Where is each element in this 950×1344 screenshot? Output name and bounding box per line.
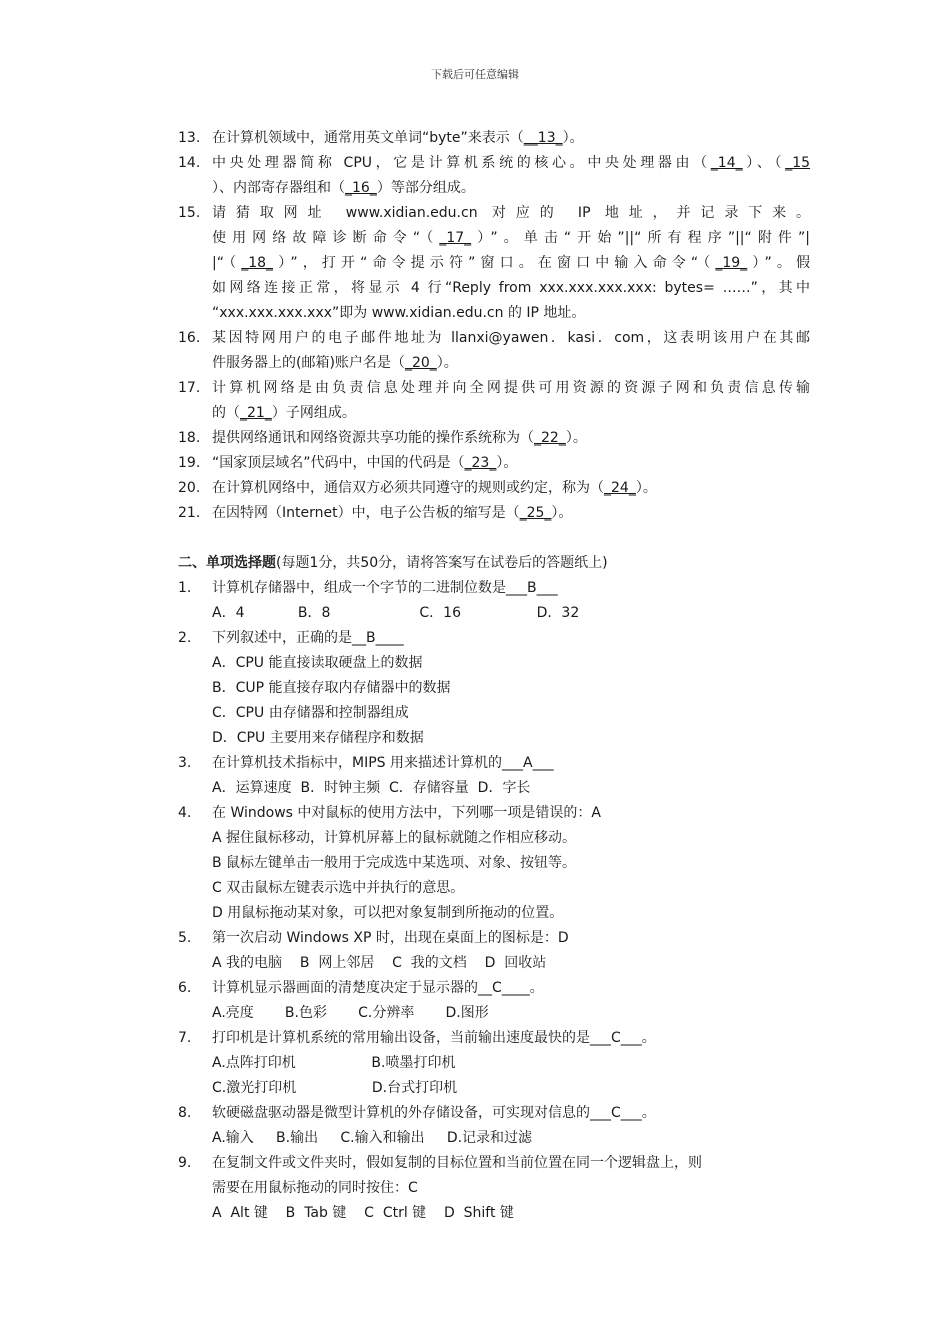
answer-blank: _25_ xyxy=(519,505,552,521)
question-line xyxy=(212,401,810,426)
question-text: 软硬磁盘驱动器是微型计算机的外存储设备，可实现对信息的___C___。 xyxy=(212,1105,656,1121)
question-number: 5. xyxy=(178,930,192,946)
question-text: ）。 xyxy=(496,455,518,471)
answer-blank: _18_ xyxy=(241,255,274,271)
question-text: 提供网络通讯和网络资源共享功能的操作系统称为（ xyxy=(212,430,534,446)
question-number: 15. xyxy=(178,205,201,221)
question-text: 在因特网（Internet）中，电子公告板的缩写是（ xyxy=(212,505,520,521)
question-number: 3. xyxy=(178,755,192,771)
answer-blank: _17_ xyxy=(439,230,472,246)
question-text: “国家顶层域名”代码中，中国的代码是（ xyxy=(212,455,465,471)
question-text: 计算机显示器画面的清楚度决定于显示器的__C____。 xyxy=(212,980,544,996)
option-line: A 我的电脑 B 网上邻居 C 我的文档 D 回收站 xyxy=(212,955,547,971)
option-line: A.亮度 B.色彩 C.分辨率 D.图形 xyxy=(212,1005,489,1021)
question-number: 20. xyxy=(178,480,201,496)
question-text: ）、（ xyxy=(742,155,786,171)
choice-item xyxy=(178,1026,810,1101)
question-number: 6. xyxy=(178,980,192,996)
answer-blank: _16_ xyxy=(345,180,377,196)
question-text: ）。 xyxy=(565,430,587,446)
answer-blank: _24_ xyxy=(604,480,636,496)
question-text: 件服务器上的(邮箱)账户名是（ xyxy=(212,355,405,371)
answer-blank: _22_ xyxy=(534,430,566,446)
question-number: 21. xyxy=(178,505,201,521)
option-line: C 双击鼠标左键表示选中并执行的意思。 xyxy=(212,880,465,896)
question-text: ）。 xyxy=(562,130,584,146)
question-number: 16. xyxy=(178,330,201,346)
question-text: 某因特网用户的电子邮件地址为 llanxi@yawen．kasi．com，这表明该用户在其邮 xyxy=(212,330,810,346)
option-line: A．CPU 能直接读取硬盘上的数据 xyxy=(212,655,423,671)
question-item xyxy=(178,151,810,201)
question-text: ）。 xyxy=(635,480,657,496)
choice-item xyxy=(178,626,810,751)
question-text: ）”。单击“开始”||“所有程序”||“附件”| xyxy=(471,230,810,246)
question-text: 下列叙述中，正确的是__B____ xyxy=(212,630,404,646)
question-line xyxy=(212,251,810,276)
question-text: ）。 xyxy=(551,505,573,521)
choice-item xyxy=(178,1101,810,1151)
question-number: 7. xyxy=(178,1030,192,1046)
question-number: 14. xyxy=(178,155,201,171)
question-item xyxy=(178,326,810,376)
option-line: A Alt 键 B Tab 键 C Ctrl 键 D Shift 键 xyxy=(212,1205,514,1221)
choice-item xyxy=(178,801,810,926)
question-line xyxy=(212,201,810,226)
answer-blank: _20_ xyxy=(404,355,437,371)
option-line: A.点阵打印机 B.喷墨打印机 xyxy=(212,1055,456,1071)
question-number: 18. xyxy=(178,430,201,446)
option-line: C.激光打印机 D.台式打印机 xyxy=(212,1080,458,1096)
choice-item xyxy=(178,926,810,976)
option-line: A．运算速度 B．时钟主频 C．存储容量 D．字长 xyxy=(212,780,531,796)
question-text: 计算机存储器中，组成一个字节的二进制位数是___B___ xyxy=(212,580,558,596)
fill-in-section xyxy=(178,126,810,526)
option-line: A．4 B．8 C．16 D．32 xyxy=(212,605,580,621)
choice-item xyxy=(178,576,810,626)
question-text: 在计算机技术指标中，MIPS 用来描述计算机的___A___ xyxy=(212,755,554,771)
option-line: A 握住鼠标移动，计算机屏幕上的鼠标就随之作相应移动。 xyxy=(212,830,577,846)
question-line xyxy=(212,151,810,176)
question-item xyxy=(178,126,810,151)
question-line xyxy=(212,376,810,401)
question-text: 在 Windows 中对鼠标的使用方法中，下列哪一项是错误的：A xyxy=(212,805,601,821)
question-number: 13. xyxy=(178,130,201,146)
question-line xyxy=(212,501,810,526)
option-line: 需要在用鼠标拖动的同时按住：C xyxy=(212,1180,418,1196)
question-text: 中央处理器简称 CPU，它是计算机系统的核心。中央处理器由（ xyxy=(212,155,711,171)
question-text: 在复制文件或文件夹时，假如复制的目标位置和当前位置在同一个逻辑盘上，则 xyxy=(212,1155,702,1171)
section-title xyxy=(178,551,810,576)
question-text: 请猜取网址 www.xidian.edu.cn 对应的 IP 地址，并记录下来。 xyxy=(212,205,810,221)
option-line: D．CPU 主要用来存储程序和数据 xyxy=(212,730,424,746)
question-number: 8. xyxy=(178,1105,192,1121)
question-text: ）”，打开“命令提示符”窗口。在窗口中输入命令“（ xyxy=(273,255,716,271)
question-text: ）、内部寄存器组和（ xyxy=(212,180,345,196)
option-line: A.输入 B.输出 C.输入和输出 D.记录和过滤 xyxy=(212,1130,533,1146)
question-line xyxy=(212,176,810,201)
question-text: ）。 xyxy=(436,355,458,371)
question-line xyxy=(212,351,810,376)
answer-blank: _15 xyxy=(785,155,811,171)
question-item xyxy=(178,501,810,526)
answer-blank: _21_ xyxy=(240,405,272,421)
question-text: 第一次启动 Windows XP 时，出现在桌面上的图标是：D xyxy=(212,930,569,946)
question-line xyxy=(212,451,810,476)
question-text: ）”。假 xyxy=(747,255,810,271)
choice-item xyxy=(178,1151,810,1226)
question-text: “xxx.xxx.xxx.xxx”即为 www.xidian.edu.cn 的 IP 地址。 xyxy=(212,305,586,321)
question-text: 在计算机网络中，通信双方必须共同遵守的规则或约定，称为（ xyxy=(212,480,604,496)
question-number: 4. xyxy=(178,805,192,821)
page-header: 下载后可任意编辑 xyxy=(431,68,519,81)
question-text: 使用网络故障诊断命令“（ xyxy=(212,230,440,246)
question-number: 17. xyxy=(178,380,201,396)
option-line: B．CUP 能直接存取内存储器中的数据 xyxy=(212,680,451,696)
question-line xyxy=(212,426,810,451)
question-number: 9. xyxy=(178,1155,192,1171)
question-text: 的（ xyxy=(212,405,240,421)
answer-blank: __13_ xyxy=(523,130,563,146)
choice-item xyxy=(178,751,810,801)
choice-section xyxy=(178,576,810,1226)
answer-blank: _14_ xyxy=(710,155,743,171)
question-line xyxy=(212,226,810,251)
question-number: 2. xyxy=(178,630,192,646)
question-item xyxy=(178,201,810,326)
option-line: C．CPU 由存储器和控制器组成 xyxy=(212,705,409,721)
section-title-note: (每题1分，共50分，请将答案写在试卷后的答题纸上) xyxy=(276,555,608,571)
question-text: 打印机是计算机系统的常用输出设备，当前输出速度最快的是___C___。 xyxy=(212,1030,656,1046)
question-text: ）子网组成。 xyxy=(271,405,356,421)
question-text: |“（ xyxy=(212,255,242,271)
question-line xyxy=(212,276,810,301)
option-line: D 用鼠标拖动某对象，可以把对象复制到所拖动的位置。 xyxy=(212,905,564,921)
question-text: 在计算机领域中，通常用英文单词“byte”来表示（ xyxy=(212,130,524,146)
section-title-label: 二、单项选择题 xyxy=(178,555,276,571)
question-item xyxy=(178,376,810,426)
choice-item xyxy=(178,976,810,1026)
question-item xyxy=(178,476,810,501)
question-item xyxy=(178,451,810,476)
question-line xyxy=(212,476,810,501)
option-line: B 鼠标左键单击一般用于完成选中某选项、对象、按钮等。 xyxy=(212,855,577,871)
question-number: 19. xyxy=(178,455,201,471)
question-line xyxy=(212,326,810,351)
question-line xyxy=(212,301,810,326)
question-number: 1. xyxy=(178,580,192,596)
question-line xyxy=(212,126,810,151)
document-body xyxy=(178,126,810,1226)
answer-blank: _19_ xyxy=(715,255,748,271)
question-item xyxy=(178,426,810,451)
question-text: 如网络连接正常，将显示 4 行“Reply from xxx.xxx.xxx.xxx: bytes= ……”，其中 xyxy=(212,280,810,296)
answer-blank: _23_ xyxy=(464,455,497,471)
question-text: ）等部分组成。 xyxy=(376,180,475,196)
question-text: 计算机网络是由负责信息处理并向全网提供可用资源的资源子网和负责信息传输 xyxy=(212,380,810,396)
